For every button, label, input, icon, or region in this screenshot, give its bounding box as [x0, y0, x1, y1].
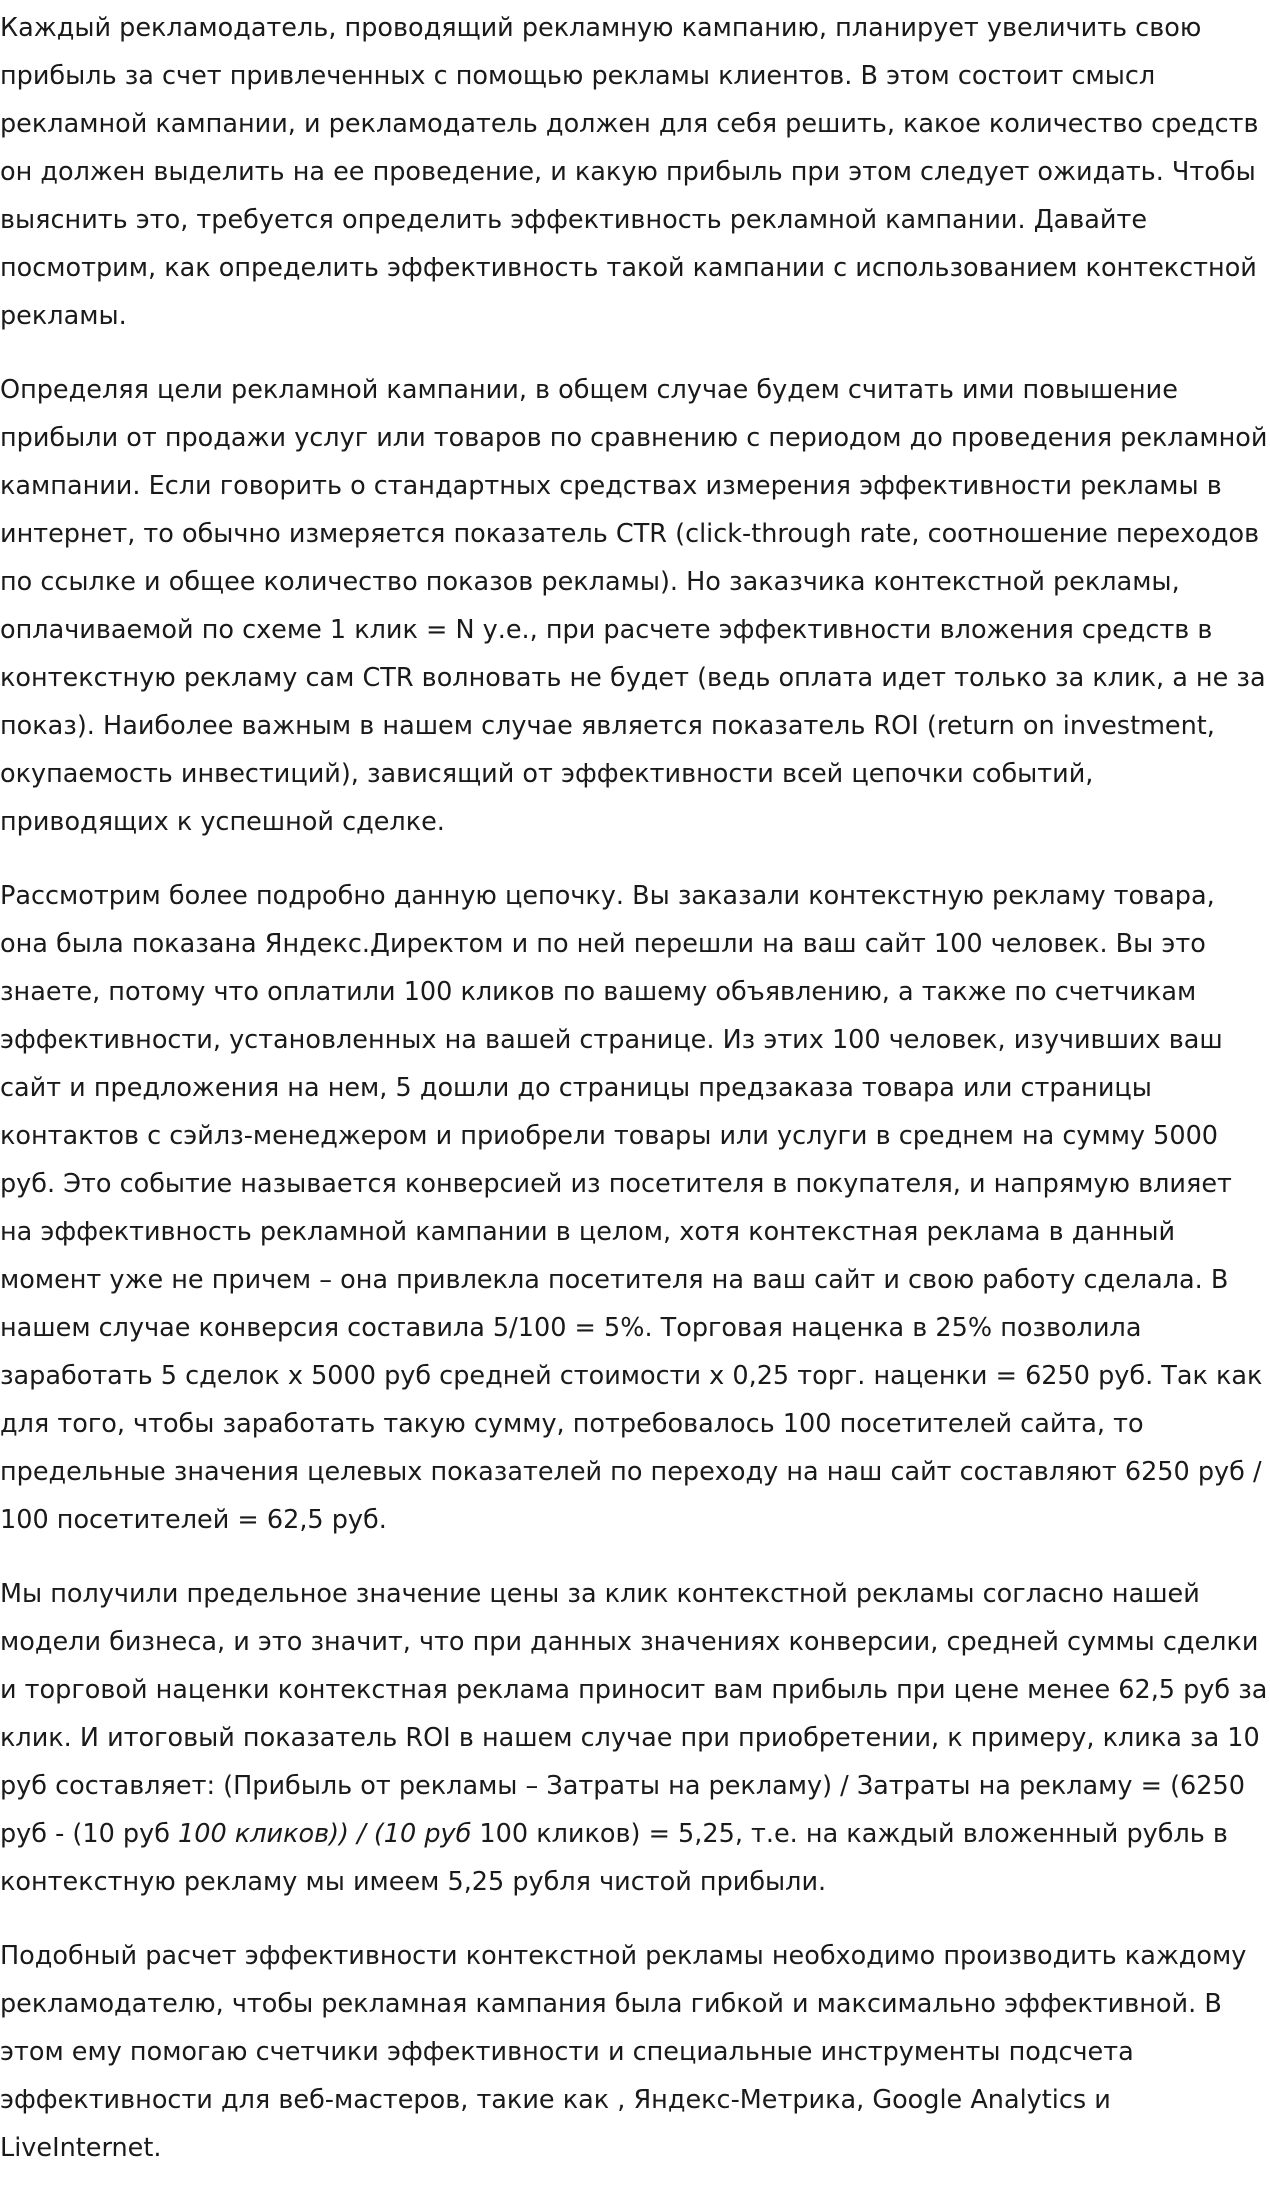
paragraph-conclusion: Подобный расчет эффективности контекстной рекламы необходимо производить каждому рекламодателю, чтобы рекламная кампания была гибкой и максимально эффективной. В этом ему помогаю счетчики эффективности и специальные инструменты подсчета эффективности для веб-мастеров, такие как , Яндекс-Метрика, Google Analytics и LiveInternet. — [0, 1941, 1247, 2163]
roi-text-end: 100 кликов) = 5,25, т.е. на каждый вложенный рубль в контекстную рекламу мы имеем 5,25 рубля чистой прибыли. — [0, 1819, 1228, 1897]
roi-text-start: Мы получили предельное значение цены за клик контекстной рекламы согласно нашей модели бизнеса, и это значит, что при данных значениях конверсии, средней суммы сделки и торговой наценки контекстная реклама приносит вам прибыль при цене менее 62,5 руб за клик. И итоговый показатель ROI в нашем случае при приобретении, к примеру, клика за 10 руб составляет: (Прибыль от рекламы – Затраты на рекламу) / Затраты на рекламу = (6250 руб - (10 руб — [0, 1579, 1268, 1849]
article-body — [0, 4, 1270, 2198]
paragraph-intro: Каждый рекламодатель, проводящий рекламную кампанию, планирует увеличить свою прибыль за счет привлеченных с помощью рекламы клиентов. В этом состоит смысл рекламной кампании, и рекламодатель должен для себя решить, какое количество средств он должен выделить на ее проведение, и какую прибыль при этом следует ожидать. Чтобы выяснить это, требуется определить эффективность рекламной кампании. Давайте посмотрим, как определить эффективность такой кампании с использованием контекстной рекламы. — [0, 13, 1259, 331]
paragraph-goals-ctr-roi: Определяя цели рекламной кампании, в общем случае будем считать ими повышение прибыли от продажи услуг или товаров по сравнению с периодом до проведения рекламной кампании. Если говорить о стандартных средствах измерения эффективности рекламы в интернет, то обычно измеряется показатель CTR (click-through rate, соотношение переходов по ссылке и общее количество показов рекламы). Но заказчика контекстной рекламы, оплачиваемой по схеме 1 клик = N у.е., при расчете эффективности вложения средств в контекстную рекламу сам CTR волновать не будет (ведь оплата идет только за клик, а не за показ). Наиболее важным в нашем случае является показатель ROI (return on investment, окупаемость инвестиций), зависящий от эффективности всей цепочки событий, приводящих к успешной сделке. — [0, 375, 1268, 837]
paragraph-conversion-chain: Рассмотрим более подробно данную цепочку. Вы заказали контекстную рекламу товара, она была показана Яндекс.Директом и по ней перешли на ваш сайт 100 человек. Вы это знаете, потому что оплатили 100 кликов по вашему объявлению, а также по счетчикам эффективности, установленных на вашей странице. Из этих 100 человек, изучивших ваш сайт и предложения на нем, 5 дошли до страницы предзаказа товара или страницы контактов с сэйлз-менеджером и приобрели товары или услуги в среднем на сумму 5000 руб. Это событие называется конверсией из посетителя в покупателя, и напрямую влияет на эффективность рекламной кампании в целом, хотя контекстная реклама в данный момент уже не причем – она привлекла посетителя на ваш сайт и свою работу сделала. В нашем случае конверсия составила 5/100 = 5%. Торговая наценка в 25% позволила заработать 5 сделок х 5000 руб средней стоимости х 0,25 торг. наценки = 6250 руб. Так как для того, чтобы заработать такую сумму, потребовалось 100 посетителей сайта, то предельные значения целевых показателей по переходу на наш сайт составляют 6250 руб / 100 посетителей = 62,5 руб. — [0, 881, 1263, 1535]
roi-text-italic: 100 кликов)) / (10 руб — [178, 1819, 472, 1849]
paragraph-roi-calculation — [0, 1570, 1270, 1906]
